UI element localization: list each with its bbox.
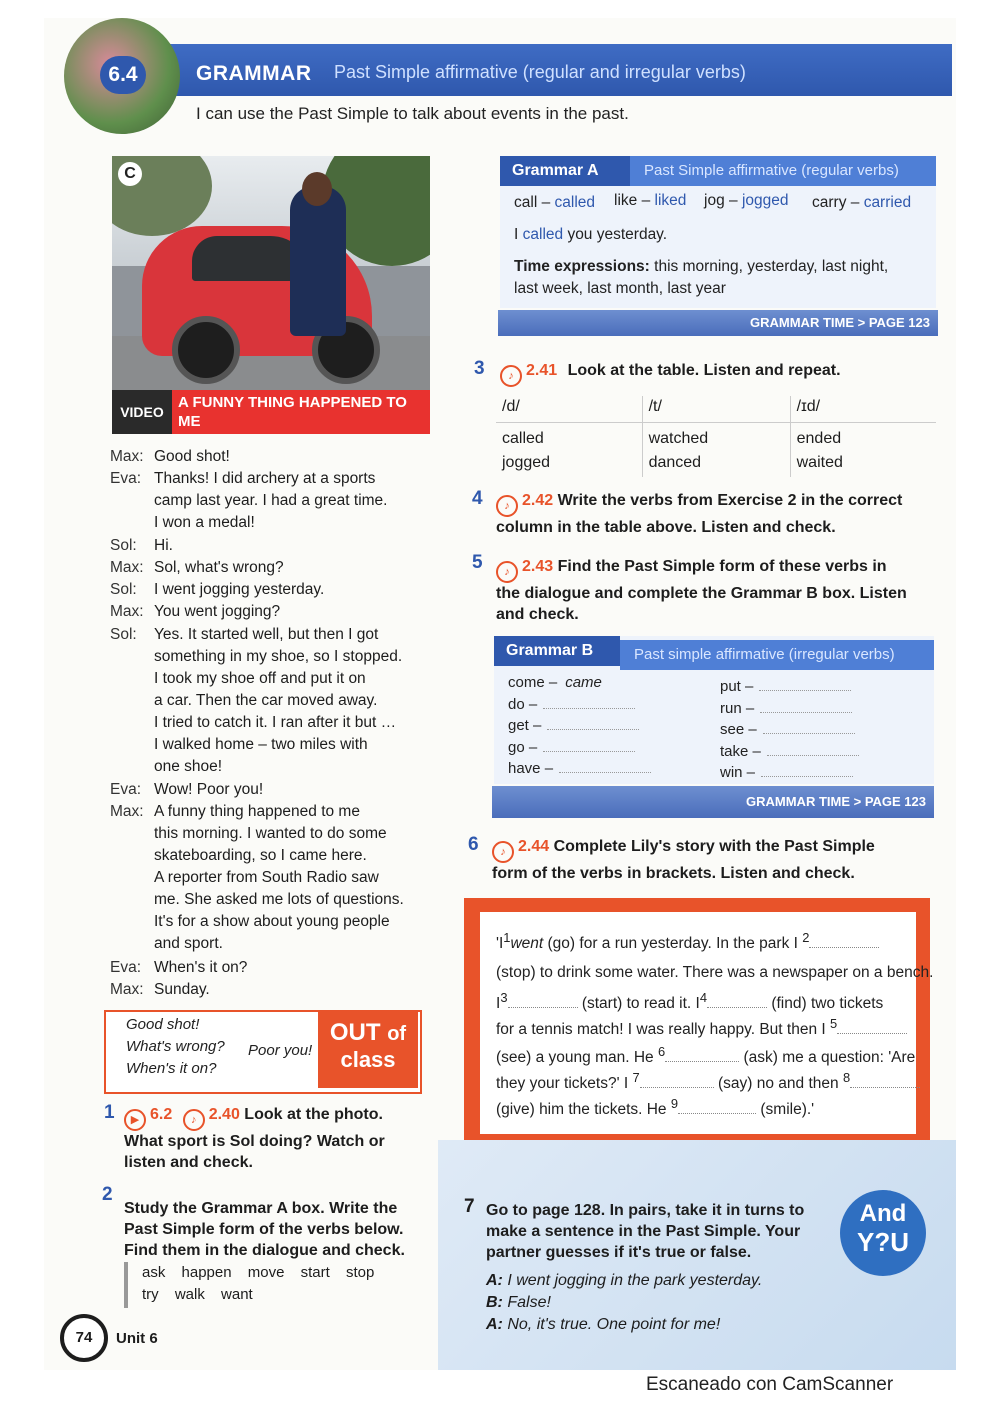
grammar-b-item — [508, 674, 602, 691]
word: want — [221, 1286, 253, 1303]
speaker-name: Sol: — [110, 581, 137, 599]
section-topic: Past Simple affirmative (regular and irregular verbs) — [334, 62, 746, 82]
base-verb: take – — [720, 742, 761, 760]
story-text: (ask) me a question: 'Are — [743, 1049, 916, 1067]
story-line — [496, 1044, 915, 1067]
speaker-name: Max: — [110, 603, 144, 621]
pair-past: jogged — [741, 192, 789, 209]
exercise-4-line-2: column in the table above. Listen and check. — [496, 519, 836, 536]
dialogue-line: You went jogging? — [154, 603, 281, 621]
speaker: A: — [486, 1272, 503, 1289]
exercise-4-number: 4 — [472, 488, 483, 509]
table-header: /ɪd/ — [790, 396, 936, 423]
story-text: (find) two tickets — [771, 995, 884, 1013]
dialogue-line: I tried to catch it. I ran after it but … — [154, 713, 397, 731]
page-number: 74 — [60, 1314, 108, 1362]
dialogue-line: Good shot! — [154, 448, 230, 465]
dialogue-line: me. She asked me lots of questions. — [154, 891, 404, 909]
dialogue-line: Sol, what's wrong? — [154, 559, 284, 576]
base-verb: see – — [720, 721, 757, 738]
video-track: 6.2 — [150, 1106, 173, 1123]
story-text: for a tennis match! I was really happy. But then I — [496, 1021, 826, 1039]
story-line — [496, 1016, 907, 1039]
audio-icon[interactable]: ♪ — [492, 841, 514, 863]
dialogue-line: I went jogging yesterday. — [154, 581, 325, 599]
word: try — [142, 1286, 159, 1303]
exercise-6 — [492, 836, 932, 884]
speaker: B: — [486, 1294, 503, 1311]
gap-2-blank[interactable] — [809, 947, 879, 948]
exercise-7-example — [486, 1270, 826, 1336]
gap-number: 8 — [842, 1070, 851, 1085]
story-text: (smile).' — [760, 1101, 815, 1119]
example-verb: called — [522, 226, 564, 243]
gap-5-blank[interactable] — [837, 1033, 907, 1034]
grammar-b-item — [720, 700, 852, 717]
word: ask — [142, 1264, 166, 1281]
pair-base: call – — [514, 194, 551, 211]
dialogue-line: camp last year. I had a great time. — [154, 492, 388, 510]
story-text: they your tickets?' I — [496, 1075, 629, 1093]
video-title: A FUNNY THING HAPPENED TO ME — [172, 390, 430, 434]
story-line — [496, 1096, 814, 1119]
example-line: I went jogging in the park yesterday. — [507, 1272, 763, 1289]
word: walk — [174, 1286, 205, 1303]
gap-9-blank[interactable] — [678, 1113, 756, 1114]
gap-8-blank[interactable] — [850, 1087, 920, 1088]
grammar-b-item — [720, 678, 851, 695]
phrase-whens-it-on: When's it on? — [126, 1060, 217, 1077]
time-expressions — [514, 258, 888, 276]
story-line — [496, 930, 879, 953]
example-line: No, it's true. One point for me! — [507, 1316, 721, 1333]
photo-boy-head — [302, 172, 332, 206]
exercise-2-word-list — [124, 1262, 402, 1308]
exercise-6-line-2: form of the verbs in brackets. Listen and check. — [492, 865, 855, 882]
story-text: (give) him the tickets. He — [496, 1101, 667, 1119]
story-text: 'I — [496, 935, 504, 953]
exercise-1-line-2: What sport is Sol doing? Watch or — [124, 1133, 385, 1150]
story-text: (see) a young man. He — [496, 1049, 654, 1067]
phrase-good-shot: Good shot! — [126, 1016, 200, 1033]
pair-base: carry – — [812, 194, 860, 211]
dialogue-line: and sport. — [154, 935, 223, 953]
table-cell — [496, 423, 642, 478]
exercise-7-line-1: Go to page 128. In pairs, take it in turns to — [486, 1202, 805, 1219]
speaker-name: Sol: — [110, 536, 137, 554]
table-cell — [642, 423, 790, 478]
gap-number: 4 — [699, 990, 708, 1005]
gap-number: 1 — [503, 930, 511, 945]
pair-past: carried — [863, 194, 912, 211]
exercise-2-line-3: Find them in the dialogue and check. — [124, 1242, 405, 1259]
grammar-b-title: Grammar B — [494, 636, 620, 666]
exercise-2-line-1: Study the Grammar A box. Write the — [124, 1200, 398, 1217]
answer-blank[interactable] — [760, 712, 852, 713]
can-do-statement: I can use the Past Simple to talk about events in the past. — [196, 104, 629, 123]
answer-blank[interactable] — [547, 729, 639, 730]
table-header: /d/ — [496, 396, 642, 423]
grammar-a-example — [514, 226, 667, 244]
cell: watched — [648, 430, 709, 447]
story-text: (start) to read it. I — [581, 995, 700, 1013]
dialogue-line: Sunday. — [154, 980, 210, 998]
audio-track: 2.41 — [526, 362, 558, 379]
phrase-whats-wrong: What's wrong? — [126, 1038, 225, 1055]
video-label: VIDEO — [112, 390, 172, 434]
grammar-a-pair — [704, 192, 788, 210]
speaker: A: — [486, 1316, 503, 1333]
gap-number: 3 — [500, 990, 508, 1005]
exercise-5-number: 5 — [472, 552, 483, 573]
phrase-poor-you: Poor you! — [248, 1042, 313, 1059]
example-pre: I — [514, 226, 519, 243]
speaker-name: Sol: — [110, 625, 137, 643]
pair-base: like – — [614, 192, 651, 209]
dialogue-line: I took my shoe off and put it on — [154, 669, 366, 687]
grammar-b-item — [508, 760, 651, 777]
story-line: (stop) to drink some water. There was a newspaper on a bench. — [496, 964, 934, 981]
gap-number: 9 — [670, 1096, 679, 1111]
exercise-3-text: Look at the table. Listen and repeat. — [567, 362, 841, 379]
exercise-5 — [496, 556, 936, 625]
dialogue-line: I won a medal! — [154, 514, 255, 532]
grammar-a-pair — [812, 194, 911, 212]
answer-blank[interactable] — [761, 776, 853, 777]
time-label: Time expressions: — [514, 258, 650, 275]
base-verb: come – — [508, 674, 558, 691]
dialogue-line: something in my shoe, so I stopped. — [154, 647, 403, 665]
scanner-watermark: Escaneado con CamScanner — [646, 1374, 894, 1395]
pair-past: called — [554, 194, 595, 211]
culture-c-icon: C — [118, 162, 142, 186]
table-row — [496, 423, 936, 478]
exercise-6-line-1: Complete Lily's story with the Past Simple — [553, 838, 875, 855]
base-verb: do – — [508, 695, 538, 713]
exercise-7-line-3: partner guesses if it's true or false. — [486, 1244, 752, 1261]
exercise-7 — [486, 1200, 826, 1263]
speaker-name: Eva: — [110, 781, 142, 798]
dialogue-line: Hi. — [154, 536, 173, 554]
table-header: /t/ — [642, 396, 790, 423]
table-cell — [790, 423, 936, 478]
exercise-6-number: 6 — [468, 834, 479, 855]
dialogue-line: Yes. It started well, but then I got — [154, 625, 379, 643]
gap-number: 7 — [632, 1070, 640, 1085]
out-of-class-label — [318, 1012, 418, 1088]
answer-blank[interactable] — [543, 708, 635, 709]
video-bar[interactable] — [112, 390, 430, 434]
story-text: (say) no and then — [718, 1075, 839, 1093]
example-post: you yesterday. — [567, 226, 668, 243]
grammar-b-item — [720, 721, 855, 738]
word: happen — [181, 1264, 232, 1281]
gap-number: 5 — [830, 1016, 838, 1031]
exercise-7-line-2: make a sentence in the Past Simple. Your — [486, 1223, 801, 1240]
speaker-name: Max: — [110, 448, 144, 465]
grammar-a-subtitle: Past Simple affirmative (regular verbs) — [630, 156, 936, 186]
of-label: of — [387, 1023, 407, 1045]
story-example-answer: went — [510, 935, 544, 953]
exercise-5-line-1: Find the Past Simple form of these verbs in — [557, 558, 887, 575]
audio-icon[interactable]: ♪ — [183, 1109, 205, 1131]
cell: waited — [796, 454, 843, 471]
base-verb: get – — [508, 717, 542, 734]
exercise-2-line-2: Past Simple form of the verbs below. — [124, 1221, 404, 1238]
exercise-3-number: 3 — [474, 358, 485, 379]
answer-blank[interactable] — [759, 690, 851, 691]
grammar-b-time-ref[interactable]: GRAMMAR TIME > PAGE 123 — [492, 786, 934, 818]
exercise-1 — [124, 1104, 434, 1173]
base-verb: run – — [720, 699, 755, 717]
exercise-2 — [124, 1198, 424, 1261]
dialogue-line: one shoe! — [154, 757, 223, 775]
table-row — [496, 396, 936, 423]
photo-wheel — [172, 316, 240, 384]
cell: jogged — [502, 454, 551, 471]
exercise-4-line-1: Write the verbs from Exercise 2 in the correct — [557, 492, 903, 509]
exercise-5-line-3: and check. — [496, 606, 579, 623]
video-play-icon[interactable]: ▶ — [124, 1109, 146, 1131]
story-text: (go) for a run yesterday. In the park I — [547, 935, 798, 953]
example-line: False! — [507, 1294, 551, 1311]
grammar-b-item — [508, 717, 639, 734]
audio-icon[interactable]: ♪ — [496, 561, 518, 583]
speaker-name: Max: — [110, 980, 144, 998]
grammar-a-pair — [614, 192, 686, 210]
dialogue-line: It's for a show about young people — [154, 913, 390, 931]
pair-base: jog – — [704, 192, 738, 209]
speaker-name: Eva: — [110, 958, 142, 976]
gap-number: 2 — [802, 930, 810, 945]
audio-track: 2.43 — [522, 558, 554, 575]
grammar-b-subtitle: Past simple affirmative (irregular verbs) — [620, 640, 934, 670]
dialogue-line: I walked home – two miles with — [154, 735, 368, 753]
exercise-3 — [500, 360, 930, 387]
speaker-name: Eva: — [110, 470, 142, 488]
grammar-b-item — [720, 743, 859, 760]
answer-blank[interactable] — [763, 733, 855, 734]
word: start — [300, 1264, 330, 1281]
audio-icon[interactable]: ♪ — [500, 365, 522, 387]
answer-blank[interactable] — [559, 772, 651, 773]
exercise-2-number: 2 — [102, 1184, 113, 1205]
cell: danced — [648, 454, 702, 471]
grammar-b-item — [508, 696, 635, 713]
audio-track: 2.44 — [518, 838, 550, 855]
time-expressions-2: last week, last month, last year — [514, 280, 726, 297]
base-verb: win – — [720, 764, 756, 781]
base-verb: have – — [508, 760, 554, 777]
dialogue-line: skateboarding, so I came here. — [154, 847, 367, 865]
audio-icon[interactable]: ♪ — [496, 495, 518, 517]
dialogue-line: Thanks! I did archery at a sports — [154, 470, 376, 488]
gap-6-blank[interactable] — [665, 1061, 739, 1062]
speaker-name: Max: — [110, 803, 144, 821]
gap-7-blank[interactable] — [640, 1087, 714, 1088]
out-label: OUT — [329, 1019, 381, 1046]
dialogue-line: a car. Then the car moved away. — [154, 691, 378, 709]
grammar-a-time-ref[interactable]: GRAMMAR TIME > PAGE 123 — [498, 310, 938, 336]
cell: called — [502, 430, 544, 447]
and-you-line-2: Y?U — [857, 1227, 909, 1257]
story-line — [496, 990, 883, 1013]
word: stop — [345, 1264, 375, 1281]
gap-4-blank[interactable] — [707, 1007, 767, 1008]
class-label: class — [340, 1047, 396, 1072]
audio-track: 2.42 — [522, 492, 554, 509]
exercise-7-number: 7 — [464, 1196, 475, 1217]
gap-3-blank[interactable] — [508, 1007, 578, 1008]
example-answer: came — [565, 674, 602, 691]
story-text: I — [496, 995, 501, 1013]
base-verb: put – — [720, 678, 754, 695]
exercise-1-line-1: Look at the photo. — [244, 1106, 383, 1123]
unit-label: Unit 6 — [116, 1330, 158, 1347]
exercise-1-line-3: listen and check. — [124, 1154, 253, 1171]
exercise-4 — [496, 490, 936, 538]
base-verb: go – — [508, 738, 538, 756]
audio-track: 2.40 — [208, 1106, 240, 1123]
photo-boy — [290, 186, 346, 336]
pair-past: liked — [654, 192, 687, 209]
and-you-badge — [840, 1190, 926, 1276]
exercise-1-number: 1 — [104, 1102, 115, 1123]
lesson-number: 6.4 — [100, 56, 146, 94]
gap-number: 6 — [657, 1044, 666, 1059]
exercise-5-line-2: the dialogue and complete the Grammar B box. Listen — [496, 585, 907, 602]
speaker-name: Max: — [110, 559, 144, 576]
dialogue-line: this morning. I wanted to do some — [154, 825, 387, 843]
grammar-b-item — [720, 764, 853, 781]
dialogue-line: A reporter from South Radio saw — [154, 869, 379, 887]
dialogue-line: Wow! Poor you! — [154, 781, 264, 798]
time-list-1: this morning, yesterday, last night, — [654, 258, 889, 275]
and-you-line-1: And — [859, 1200, 907, 1227]
grammar-a-pair — [514, 194, 595, 212]
sound-table — [496, 396, 936, 477]
dialogue-line: When's it on? — [154, 958, 248, 976]
dialogue-line: A funny thing happened to me — [154, 803, 360, 821]
answer-blank[interactable] — [543, 751, 635, 752]
cell: ended — [796, 430, 842, 447]
grammar-b-item — [508, 739, 635, 756]
story-line — [496, 1070, 920, 1093]
word: move — [247, 1264, 285, 1281]
grammar-a-title: Grammar A — [500, 156, 630, 186]
answer-blank[interactable] — [767, 755, 859, 756]
section-title: GRAMMAR — [196, 62, 312, 85]
